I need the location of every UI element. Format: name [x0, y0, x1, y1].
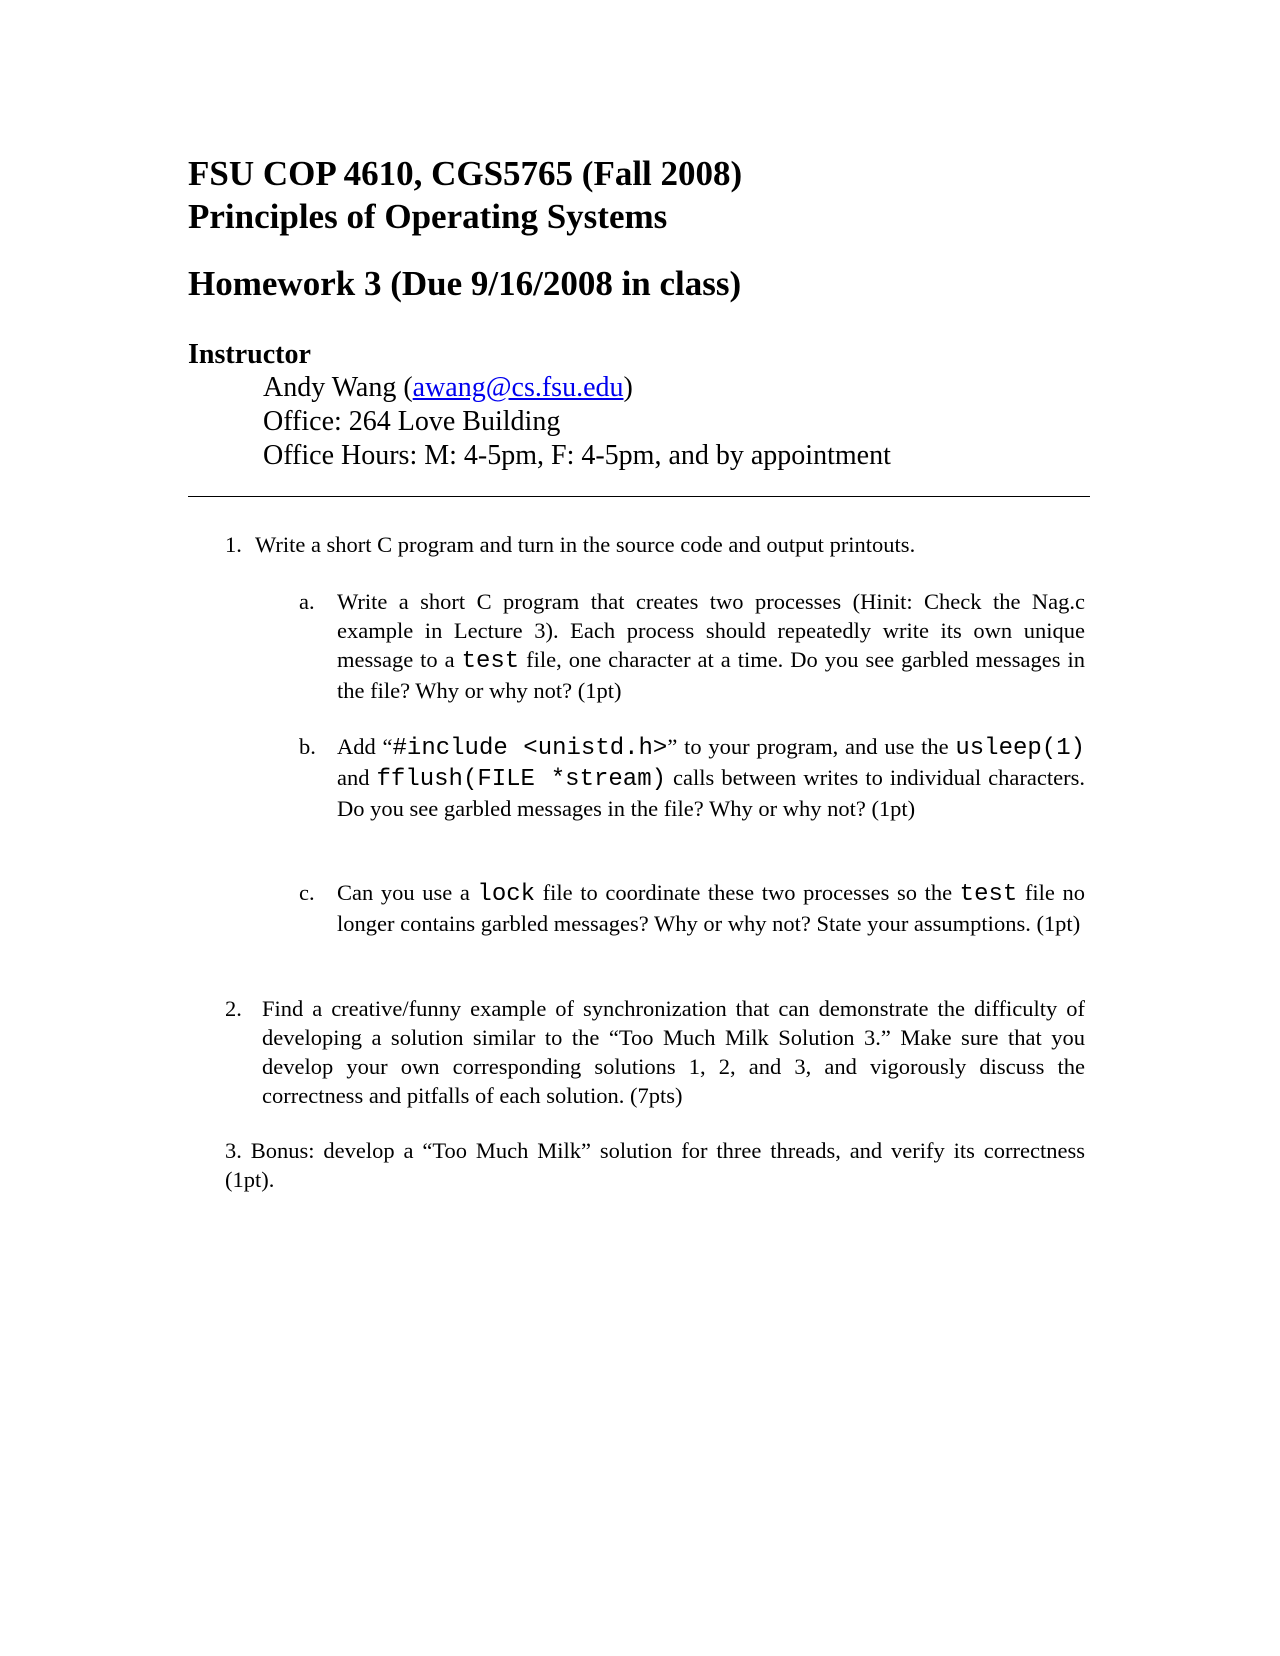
question-1c-part2: file to coordinate these two processes so the	[535, 880, 960, 905]
question-3-text: 3. Bonus: develop a “Too Much Milk” solution for three threads, and verify its correctness (1pt).	[225, 1138, 1085, 1192]
instructor-name: Andy Wang (	[263, 372, 413, 403]
question-1	[225, 530, 1085, 562]
code-test-file-2: test	[959, 881, 1018, 908]
course-heading: FSU COP 4610, CGS5765 (Fall 2008)	[188, 154, 743, 193]
question-1b-part4: calls between writes to individual characters. Do you see garbled messages in the file? Why or why not? (1pt)	[337, 765, 1085, 821]
code-test-file: test	[461, 648, 520, 675]
question-1a	[299, 587, 1085, 707]
question-1b-part2: ” to your program, and use the	[667, 734, 956, 759]
question-1-text: Write a short C program and turn in the source code and output printouts.	[255, 532, 916, 557]
question-1a-marker: a.	[299, 589, 315, 614]
question-1a-text	[337, 587, 1085, 705]
code-include-unistd: #include <unistd.h>	[392, 735, 668, 762]
instructor-name-line	[263, 371, 633, 405]
office-location: Office: 264 Love Building	[263, 406, 561, 437]
instructor-email-link[interactable]: awang@cs.fsu.edu	[412, 372, 624, 403]
code-fflush: fflush(FILE *stream)	[376, 766, 666, 793]
question-1c-part1: Can you use a	[337, 880, 478, 905]
question-1b-part1: Add “	[337, 734, 393, 759]
question-1-number: 1.	[225, 532, 242, 557]
question-2-text: Find a creative/funny example of synchronization that can demonstrate the difficulty of developing a solution similar to the “Too Much Milk Solution 3.” Make sure that you develop your own corresponding solutions 1, 2, and 3, and vigorously discuss the correctness and pitfalls of each solution. (7pts)	[262, 996, 1085, 1108]
code-lock-file: lock	[477, 881, 536, 908]
question-1a-part1: Write a short C program that creates two processes (Hinit: Check the Nag.c example in Lecture 3). Each process should repeatedly write its own unique message to a	[337, 589, 1085, 672]
question-1b	[299, 732, 1085, 852]
question-2	[225, 994, 1085, 1114]
instructor-name-close: )	[623, 372, 633, 403]
question-1c-marker: c.	[299, 880, 315, 905]
question-1a-part2: file, one character at a time. Do you see garbled messages in the file? Why or why not? (1pt)	[337, 647, 1085, 703]
instructor-label: Instructor	[188, 339, 311, 370]
question-1b-part3: and	[337, 765, 377, 790]
question-1b-text	[337, 732, 1085, 823]
horizontal-divider	[188, 496, 1090, 497]
question-1c	[299, 878, 1085, 968]
homework-title: Homework 3 (Due 9/16/2008 in class)	[188, 264, 742, 303]
question-1c-part3: file no longer contains garbled messages? Why or why not? State your assumptions. (1pt)	[337, 880, 1085, 936]
question-1b-marker: b.	[299, 734, 316, 759]
question-1c-text	[337, 878, 1085, 938]
course-title: Principles of Operating Systems	[188, 197, 668, 236]
office-hours: Office Hours: M: 4-5pm, F: 4-5pm, and by appointment	[263, 440, 891, 471]
code-usleep: usleep(1)	[955, 735, 1085, 762]
question-2-number: 2.	[225, 996, 242, 1021]
